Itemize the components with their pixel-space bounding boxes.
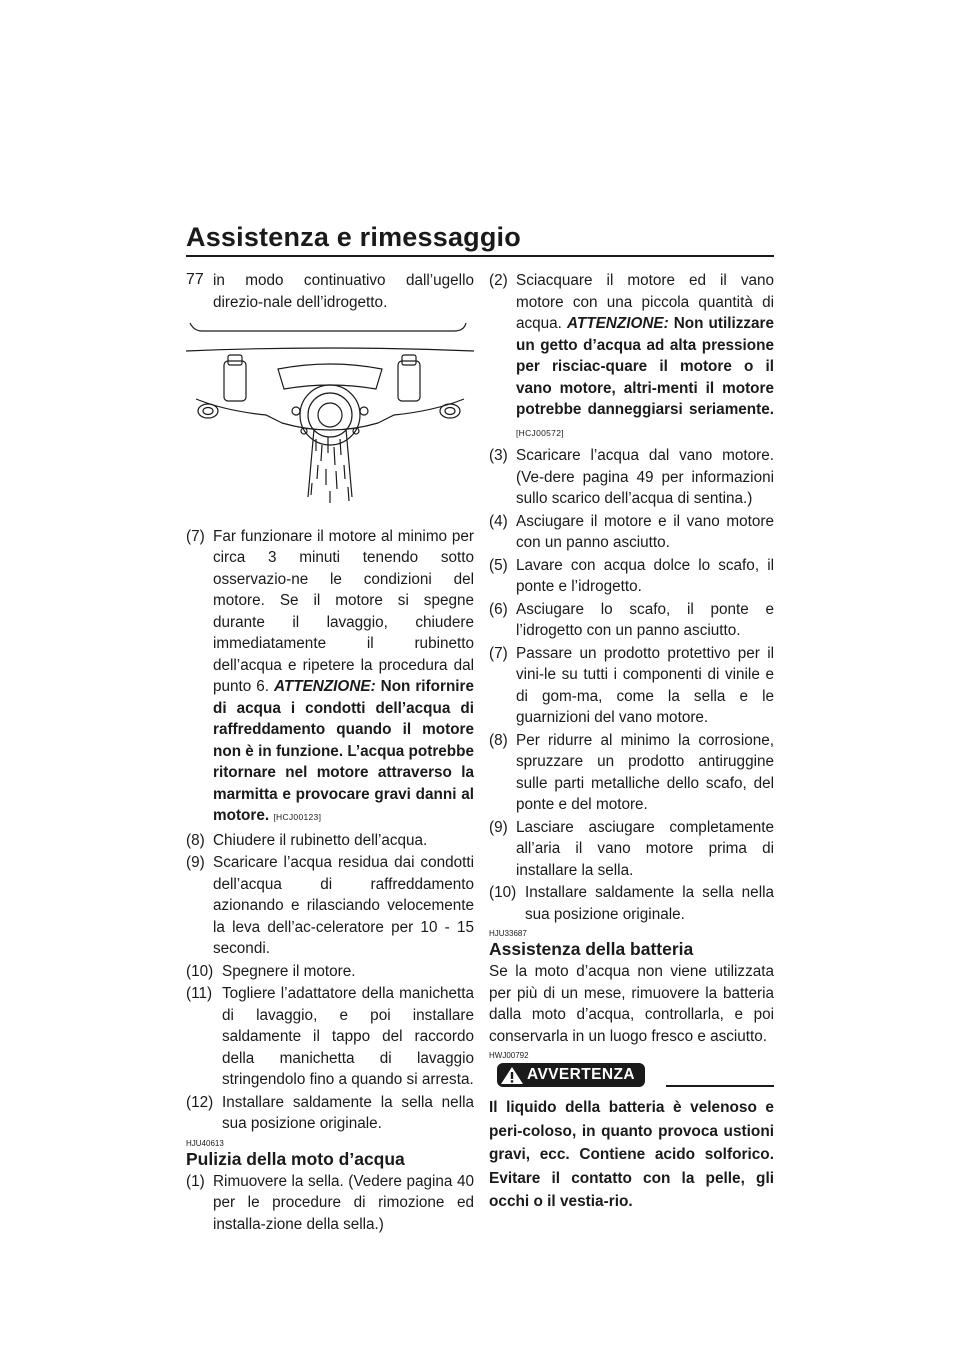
step-text: Passare un prodotto protettivo per il vini-le su tutti i componenti di vinile e di gom-ma, come la sella e le guarnizioni del vano motore. [516, 644, 774, 726]
step-text: Scaricare l’acqua dal vano motore. (Ve-dere pagina 49 per informazioni sullo scarico dell’acqua di sentina.) [516, 447, 774, 507]
warning-badge: AVVERTENZA [497, 1063, 645, 1087]
reference-code: [HCJ00123] [273, 812, 322, 822]
warning-rule [666, 1085, 774, 1087]
page-title: Assistenza e rimessaggio [186, 222, 521, 252]
attention-label: ATTENZIONE: [273, 678, 376, 695]
cleaning-step-9 [489, 817, 774, 882]
warning-header [489, 1063, 774, 1088]
attention-text: Non utilizzare un getto d’acqua ad alta pressione per risciac-quare il motore o il vano motore, altri-menti il motore potrebbe danneggiarsi seriamente. [516, 315, 774, 418]
cleaning-step-6 [489, 599, 774, 642]
cleaning-step-1 [186, 1171, 474, 1236]
reference-code: [HCJ00572] [516, 427, 564, 438]
step-12 [186, 1092, 474, 1135]
step-8 [186, 830, 474, 852]
cleaning-step-10 [489, 882, 774, 925]
page-number: 77 [186, 271, 204, 288]
step-number: (11) [186, 985, 213, 1002]
warning-icon [497, 1066, 527, 1086]
step-number: (10) [489, 884, 517, 901]
step-9 [186, 852, 474, 960]
warning-code: HWJ00792 [489, 1051, 529, 1060]
intro-text: in modo continuativo dall’ugello direzio-nale dell’idrogetto. [213, 272, 474, 311]
step-number: (4) [489, 512, 508, 530]
step-text: Chiudere il rubinetto dell’acqua. [213, 831, 428, 849]
title-divider [186, 255, 774, 257]
step-number: (9) [489, 818, 508, 836]
section-title: Assistenza della batteria [489, 939, 694, 959]
step-text: Far funzionare il motore al minimo per circa 3 minuti tenendo sotto osservazio-ne le condizioni del motore. Se il motore si spegne durante il lavaggio, chiudere immediatamente il rubinetto dell’acqua e ripetere la procedura dal punto 6. [213, 527, 474, 695]
step-number: (8) [186, 831, 205, 849]
cleaning-step-2 [489, 270, 774, 444]
step-text: Lavare con acqua dolce lo scafo, il ponte e l’idrogetto. [516, 556, 774, 595]
step-number: (2) [489, 272, 508, 289]
cleaning-step-8 [489, 730, 774, 816]
step-number: (3) [489, 447, 508, 464]
step-7 [186, 526, 474, 829]
step-text: Per ridurre al minimo la corrosione, spruzzare un prodotto antiruggine sulle parti metalliche dello scafo, del ponte e del motore. [516, 731, 774, 813]
step-number: (7) [489, 644, 508, 662]
step-number: (8) [489, 731, 508, 749]
step-text: Rimuovere la sella. (Vedere pagina 40 per le procedure di rimozione ed installa-zione della sella.) [213, 1172, 474, 1233]
step-11 [186, 983, 474, 1091]
battery-paragraph: Se la moto d’acqua non viene utilizzata per più di un mese, rimuovere la batteria dalla moto d’acqua, controllarla, e poi conservarla in un luogo fresco e asciutto. [489, 963, 774, 1045]
warning-text: Il liquido della batteria è velenoso e peri-coloso, in quanto provoca ustioni gravi, ecc. Contiene acido solforico. Evitare il contatto con la pelle, gli occhi o il vestia-rio. [489, 1099, 774, 1210]
step-text: Lasciare asciugare completamente all’aria il vano motore prima di installare la sella. [516, 818, 774, 879]
cleaning-step-5 [489, 555, 774, 598]
step-10 [186, 961, 474, 983]
section-code: HJU40613 [186, 1138, 224, 1148]
step-text: Scaricare l’acqua residua dai condotti dell’acqua di raffreddamento azionando e rilasciando velocemente la leva dell’ac-celeratore per 10 - 15 secondi. [213, 854, 474, 957]
step-text: Asciugare il motore e il vano motore con un panno asciutto. [516, 512, 774, 551]
section-title: Pulizia della moto d’acqua [186, 1148, 405, 1169]
step-number: (12) [186, 1093, 214, 1111]
step-text: Asciugare lo scafo, il ponte e l’idrogetto con un panno asciutto. [516, 600, 774, 639]
cleaning-step-7 [489, 643, 774, 729]
step-number: (5) [489, 556, 508, 574]
step-number: (7) [186, 527, 205, 545]
step-text: Togliere l’adattatore della manichetta di lavaggio, e poi installare saldamente il tappo del raccordo della manichetta di lavaggio stringendolo fino a quando si arresta. [222, 985, 474, 1088]
cleaning-step-3 [489, 445, 774, 510]
step-number: (10) [186, 962, 214, 980]
jet-ski-flushing-illustration [186, 319, 474, 509]
step-number: (9) [186, 854, 205, 871]
step-number: (6) [489, 600, 508, 618]
attention-text: Non rifornire di acqua i condotti dell’acqua di raffreddamento quando il motore non è in funzione. L’acqua potrebbe ritornare nel motore attraverso la marmitta e provocare gravi danni al motore. [213, 678, 474, 824]
step-text: Installare saldamente la sella nella sua posizione originale. [222, 1093, 474, 1132]
cleaning-step-4 [489, 511, 774, 554]
step-text: Installare saldamente la sella nella sua posizione originale. [525, 884, 774, 923]
step-number: (1) [186, 1172, 205, 1190]
step-text: Sciacquare il motore ed il vano motore con una piccola quantità di acqua. [516, 272, 774, 332]
attention-label: ATTENZIONE: [567, 315, 669, 332]
section-code: HJU33687 [489, 929, 527, 938]
step-text: Spegnere il motore. [222, 962, 356, 980]
right-column [489, 270, 774, 1214]
left-column [186, 270, 474, 1236]
